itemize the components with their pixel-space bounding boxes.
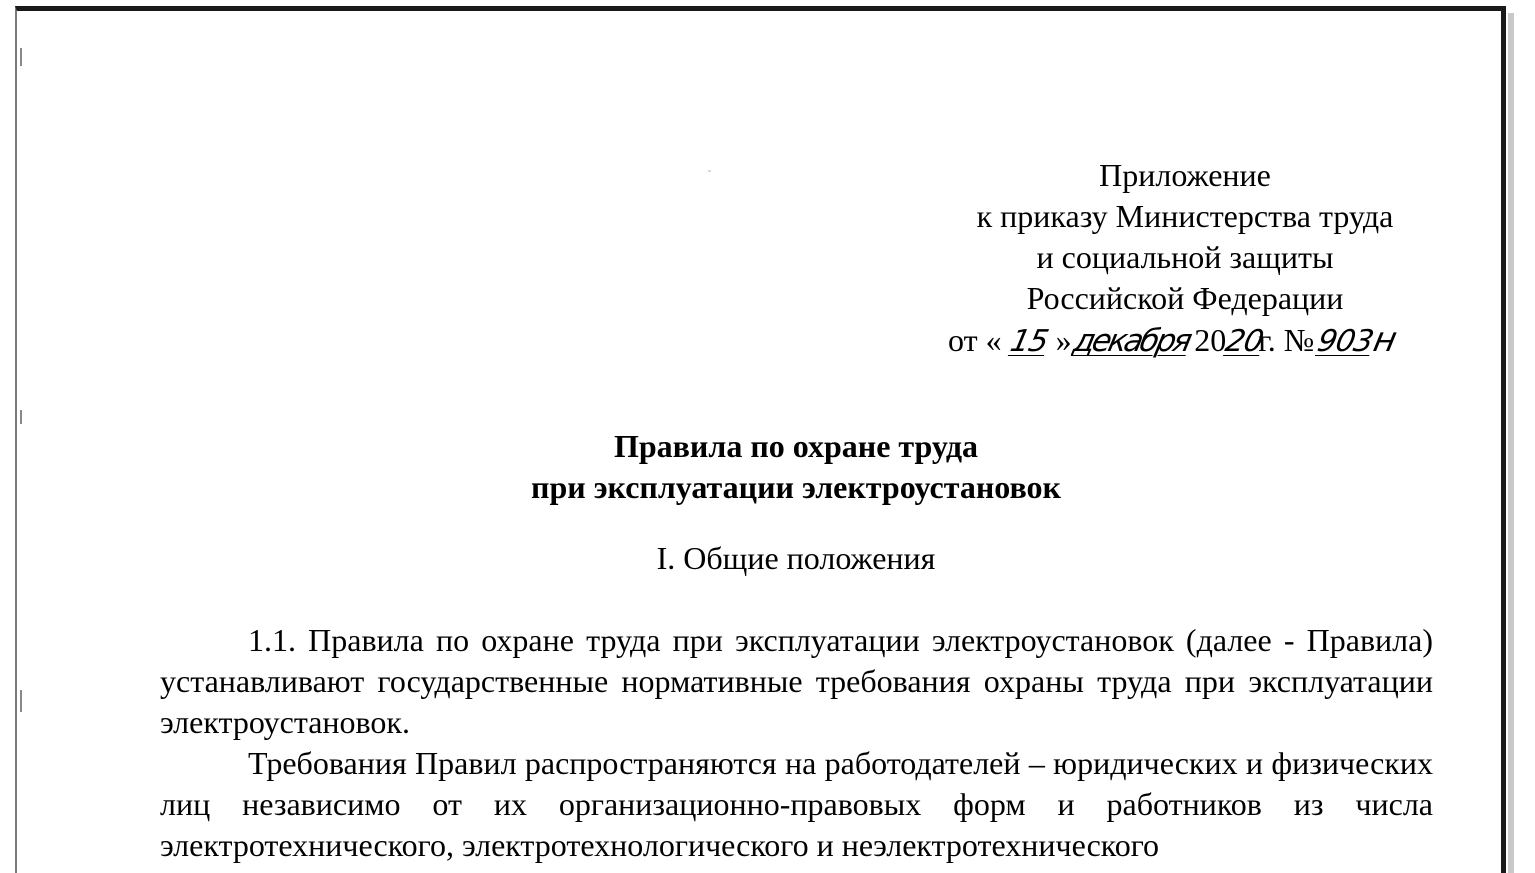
- order-month: декабря: [1069, 323, 1193, 359]
- scan-edge-mark: [20, 690, 22, 712]
- order-day: 15: [1006, 324, 1051, 359]
- scan-speck: [708, 170, 711, 172]
- appendix-line: к приказу Министерства труда: [976, 198, 1394, 234]
- title-line: Правила по охране труда: [613, 428, 979, 464]
- order-quote-close: »: [1055, 322, 1072, 358]
- title-line: при эксплуатации электроустановок: [531, 469, 1061, 505]
- document-title: [0, 426, 1535, 508]
- order-year-suffix: 20: [1222, 324, 1267, 359]
- paragraph: 1.1. Правила по охране труда при эксплуатации электроустановок (далее - Правила) устанавливают государственные нормативные требования охраны труда при эксплуатации электроустановок.: [160, 622, 1433, 740]
- order-reference: [948, 320, 1400, 362]
- order-prefix: от «: [948, 322, 1002, 358]
- order-number-suffix: н: [1369, 320, 1400, 360]
- appendix-line: и социальной защиты: [1036, 239, 1334, 275]
- appendix-line: Приложение: [1099, 157, 1271, 193]
- scan-edge-mark: [20, 48, 22, 66]
- appendix-line: Российской Федерации: [1026, 280, 1344, 316]
- appendix-block: [930, 155, 1440, 319]
- order-year-label: г. №: [1258, 322, 1315, 358]
- paragraph: Требования Правил распространяются на работодателей – юридических и физических лиц независимо от их организационно-правовых форм и работников из числа электротехнического, электротехнологического и неэлектротехнического: [160, 745, 1433, 863]
- order-number: 903: [1314, 324, 1377, 359]
- scan-edge-mark: [20, 410, 22, 424]
- section-heading: I. Общие положения: [656, 540, 936, 576]
- order-year-prefix: 20: [1194, 322, 1227, 358]
